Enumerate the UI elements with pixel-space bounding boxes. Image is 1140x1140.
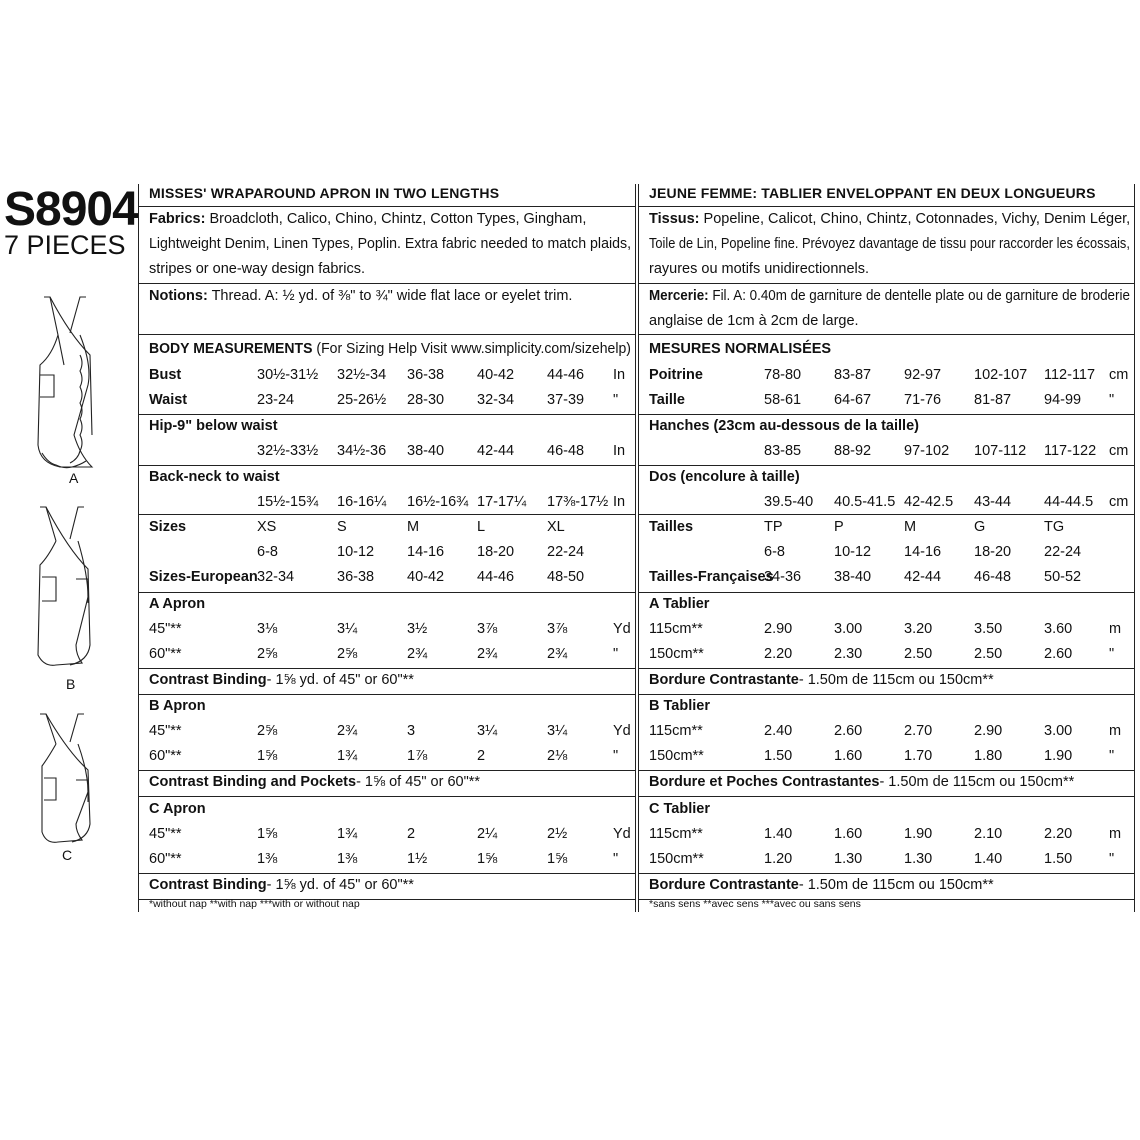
footnote: *sans sens **avec sens ***avec ou sans sens	[649, 898, 861, 910]
fabric-width-label: 45"**	[149, 621, 182, 637]
bust-row-value: 44-46	[547, 367, 585, 383]
view-c-narrow-row-value: 1⅝	[477, 851, 498, 867]
view-c-narrow-row-value: 1⅜	[337, 851, 358, 867]
divider	[639, 694, 1134, 695]
waist-row-value: 71-76	[904, 392, 942, 408]
view-b-narrow-row-unit: "	[613, 748, 619, 764]
back-neck-row-unit: In	[613, 494, 626, 510]
view-c-wide-row-value: 2.20	[1044, 826, 1073, 842]
divider	[639, 796, 1134, 797]
hip-label: Hanches (23cm au-dessous de la taille)	[649, 418, 919, 434]
hip-row-value: 46-48	[547, 443, 585, 459]
contrast-binding-line	[649, 672, 994, 688]
bust-row-value: 102-107	[974, 367, 1028, 383]
fabric-width-label: 60"**	[149, 748, 182, 764]
view-b-narrow-row-unit: "	[1109, 748, 1115, 764]
contrast-binding-label: Contrast Binding and Pockets	[149, 774, 357, 790]
view-c-wide-row-value: 1¾	[337, 826, 358, 842]
notions-text: Fil. A: 0.40m de garniture de dentelle plate ou de garniture de broderie	[712, 288, 1130, 304]
hip-row-value: 88-92	[834, 443, 872, 459]
view-b-narrow-row-value: 1.70	[904, 748, 933, 764]
hip-row-unit: In	[613, 443, 626, 459]
sizes-numeric-row-value: 22-24	[547, 544, 585, 560]
notions-label: Notions:	[149, 288, 208, 304]
sizes-numeric-row-value: 14-16	[904, 544, 942, 560]
view-c-narrow-row-value: 1⅜	[257, 851, 278, 867]
hip-row-value: 117-122	[1044, 443, 1097, 459]
view-a-narrow-row-value: 2.50	[904, 646, 933, 662]
sizes-row-value: M	[904, 519, 917, 535]
sizes-european-row-value: 40-42	[407, 569, 445, 585]
fabric-width-label: 115cm**	[649, 826, 703, 842]
view-c-narrow-row-value: 1.50	[1044, 851, 1073, 867]
hip-row-value: 107-112	[974, 443, 1027, 459]
bust-row-label: Bust	[149, 367, 182, 383]
notions-label: Mercerie:	[649, 288, 709, 304]
waist-row-value: 81-87	[974, 392, 1012, 408]
sizes-numeric-row-value: 10-12	[834, 544, 872, 560]
contrast-binding-line	[149, 672, 414, 688]
contrast-binding-text: - 1.50m de 115cm ou 150cm**	[798, 877, 994, 893]
divider	[139, 514, 635, 515]
hip-row-value: 38-40	[407, 443, 445, 459]
sizes-numeric-row-value: 18-20	[477, 544, 515, 560]
view-a-narrow-row-value: 2¾	[547, 646, 568, 662]
contrast-binding-line	[649, 877, 994, 893]
bust-row-value: 112-117	[1044, 367, 1096, 383]
bust-row-value: 40-42	[477, 367, 515, 383]
footnote: *without nap **with nap ***with or without nap	[149, 898, 360, 910]
fabric-width-label: 150cm**	[649, 646, 704, 662]
sizes-european-row-label: Sizes-European	[149, 569, 258, 585]
view-a-wide-row-value: 2.90	[764, 621, 793, 637]
fabrics-text: stripes or one-way design fabrics.	[149, 261, 365, 277]
view-b-narrow-row-value: 1.90	[1044, 748, 1073, 764]
view-b-narrow-row-value: 1¾	[337, 748, 358, 764]
bust-row-value: 30½-31½	[257, 367, 319, 383]
waist-row-value: 94-99	[1044, 392, 1082, 408]
divider	[639, 414, 1134, 415]
waist-row-value: 64-67	[834, 392, 872, 408]
figure-label-c: C	[62, 847, 73, 863]
sizes-numeric-row-value: 18-20	[974, 544, 1012, 560]
waist-row-label: Waist	[149, 392, 188, 408]
view-c-wide-row-value: 1.60	[834, 826, 863, 842]
view-c-narrow-row-value: 1.30	[834, 851, 863, 867]
view-b-wide-row-value: 2.40	[764, 723, 793, 739]
contrast-binding-line	[649, 774, 1074, 790]
notions-text: anglaise de 1cm à 2cm de large.	[649, 313, 859, 329]
view-a-wide-row-value: 3.00	[834, 621, 863, 637]
contrast-binding-label: Bordure Contrastante	[649, 877, 799, 893]
divider	[139, 465, 635, 466]
view-c-narrow-row-unit: "	[613, 851, 619, 867]
hip-row-value: 42-44	[477, 443, 515, 459]
back-neck-row-value: 16-16¼	[337, 494, 387, 510]
fabric-width-label: 115cm**	[649, 723, 703, 739]
hip-label: Hip-9" below waist	[149, 418, 278, 434]
view-b-narrow-row-value: 1⅝	[257, 748, 278, 764]
back-neck-row-value: 39.5-40	[764, 494, 814, 510]
view-a-wide-row-value: 3.20	[904, 621, 933, 637]
contrast-binding-label: Bordure et Poches Contrastantes	[649, 774, 880, 790]
sizes-european-row-value: 46-48	[974, 569, 1012, 585]
back-neck-row-value: 44-44.5	[1044, 494, 1094, 510]
view-b-wide-row-value: 2.60	[834, 723, 863, 739]
waist-row-value: 28-30	[407, 392, 445, 408]
sizes-european-row-value: 44-46	[477, 569, 515, 585]
divider	[639, 668, 1134, 669]
view-b-wide-row-value: 2¾	[337, 723, 358, 739]
divider	[639, 206, 1134, 207]
view-c-wide-row-value: 1.90	[904, 826, 933, 842]
sizes-numeric-row-value: 6-8	[257, 544, 278, 560]
view-b-narrow-row-value: 1.50	[764, 748, 793, 764]
waist-row-value: 32-34	[477, 392, 515, 408]
divider	[139, 283, 635, 284]
view-a-wide-row-value: 3.50	[974, 621, 1003, 637]
fabrics-text: Popeline, Calicot, Chino, Chintz, Cotonnades, Vichy, Denim Léger,	[703, 211, 1131, 227]
divider	[139, 873, 635, 874]
fabric-width-label: 150cm**	[649, 748, 704, 764]
notions-text: Thread. A: ½ yd. of ⅜" to ¾" wide flat lace or eyelet trim.	[211, 288, 573, 304]
divider	[139, 694, 635, 695]
back-neck-row-unit: cm	[1109, 494, 1129, 510]
view-c-label: C Tablier	[649, 801, 710, 817]
view-a-wide-row-value: 3.60	[1044, 621, 1073, 637]
view-c-wide-row-unit: m	[1109, 826, 1122, 842]
fabrics-text: Broadcloth, Calico, Chino, Chintz, Cotton Types, Gingham,	[209, 211, 587, 227]
view-b-wide-row-value: 3	[407, 723, 416, 739]
contrast-binding-label: Contrast Binding	[149, 672, 267, 688]
view-a-label: A Tablier	[649, 596, 710, 612]
fabric-width-label: 60"**	[149, 646, 182, 662]
sizes-european-row-value: 34-36	[764, 569, 802, 585]
sizes-row-value: G	[974, 519, 986, 535]
view-a-narrow-row-value: 2¾	[407, 646, 428, 662]
view-a-narrow-row-value: 2¾	[477, 646, 498, 662]
sizes-european-row-value: 42-44	[904, 569, 942, 585]
sizes-row-value: TP	[764, 519, 783, 535]
bust-row-unit: In	[613, 367, 626, 383]
apron-b-illustration	[26, 505, 106, 675]
pieces-count: 7 PIECES	[4, 230, 126, 260]
hip-row-value: 97-102	[904, 443, 950, 459]
waist-row-unit: "	[613, 392, 619, 408]
view-a-wide-row-value: 3½	[407, 621, 428, 637]
contrast-binding-line	[149, 774, 480, 790]
pattern-number: S8904	[4, 183, 138, 236]
view-b-wide-row-value: 2.90	[974, 723, 1003, 739]
view-b-wide-row-unit: m	[1109, 723, 1122, 739]
divider	[639, 514, 1134, 515]
view-b-narrow-row-value: 2	[477, 748, 486, 764]
view-a-narrow-row-value: 2.60	[1044, 646, 1073, 662]
contrast-binding-text: - 1⅝ of 45" or 60"**	[356, 774, 481, 790]
view-b-label: B Apron	[149, 698, 206, 714]
bust-row-value: 92-97	[904, 367, 942, 383]
sizes-row-value: M	[407, 519, 420, 535]
view-a-label: A Apron	[149, 596, 206, 612]
fabric-width-label: 150cm**	[649, 851, 704, 867]
view-a-wide-row-unit: m	[1109, 621, 1122, 637]
fabrics-text: Toile de Lin, Popeline fine. Prévoyez davantage de tissu pour raccorder les écossais,	[649, 236, 1130, 252]
sizes-european-row-value: 50-52	[1044, 569, 1082, 585]
body-measurements-label: BODY MEASUREMENTS	[149, 341, 313, 357]
apron-a-illustration	[30, 295, 110, 475]
figure-label-a: A	[69, 470, 79, 486]
divider	[139, 668, 635, 669]
english-column	[138, 184, 636, 912]
fabrics-text: Lightweight Denim, Linen Types, Poplin. Extra fabric needed to match plaids,	[149, 236, 632, 252]
sizes-european-row-value: 48-50	[547, 569, 585, 585]
fabric-width-label: 60"**	[149, 851, 182, 867]
bust-row-label: Poitrine	[649, 367, 703, 383]
bust-row-unit: cm	[1109, 367, 1129, 383]
view-a-narrow-row-unit: "	[613, 646, 619, 662]
divider	[139, 334, 635, 335]
view-c-narrow-row-value: 1.20	[764, 851, 793, 867]
hip-row-value: 32½-33½	[257, 443, 319, 459]
sizes-european-row-value: 38-40	[834, 569, 872, 585]
divider	[639, 873, 1134, 874]
divider	[139, 206, 635, 207]
divider	[139, 592, 635, 593]
divider	[139, 414, 635, 415]
back-neck-row-value: 15½-15¾	[257, 494, 319, 510]
divider	[639, 592, 1134, 593]
waist-row-label: Taille	[649, 392, 685, 408]
view-c-narrow-row-value: 1.40	[974, 851, 1003, 867]
fabrics-text: rayures ou motifs unidirectionnels.	[649, 261, 870, 277]
sizes-row-value: L	[477, 519, 486, 535]
sizes-european-row-value: 36-38	[337, 569, 375, 585]
view-c-narrow-row-unit: "	[1109, 851, 1115, 867]
title-english: MISSES' WRAPAROUND APRON IN TWO LENGTHS	[149, 185, 500, 201]
back-neck-row-value: 16½-16¾	[407, 494, 469, 510]
fabric-width-label: 115cm**	[649, 621, 703, 637]
divider	[639, 770, 1134, 771]
view-b-wide-row-value: 3¼	[547, 723, 568, 739]
back-neck-row-value: 17⅜-17½	[547, 494, 609, 510]
contrast-binding-text: - 1⅝ yd. of 45" or 60"**	[266, 877, 414, 893]
divider	[639, 283, 1134, 284]
view-c-narrow-row-value: 1.30	[904, 851, 933, 867]
fabric-width-label: 45"**	[149, 723, 182, 739]
sizes-european-row-value: 32-34	[257, 569, 295, 585]
view-a-narrow-row-unit: "	[1109, 646, 1115, 662]
contrast-binding-line	[149, 877, 414, 893]
view-a-narrow-row-value: 2⅝	[337, 646, 358, 662]
hip-row-value: 83-85	[764, 443, 802, 459]
sizes-row-label: Sizes	[149, 519, 187, 535]
view-b-narrow-row-value: 1.80	[974, 748, 1003, 764]
sizes-row-label: Tailles	[649, 519, 694, 535]
view-b-label: B Tablier	[649, 698, 710, 714]
view-a-narrow-row-value: 2.30	[834, 646, 863, 662]
view-a-narrow-row-value: 2⅝	[257, 646, 278, 662]
view-b-narrow-row-value: 1.60	[834, 748, 863, 764]
hip-row-value: 34½-36	[337, 443, 387, 459]
sizes-row-value: XL	[547, 519, 565, 535]
contrast-binding-label: Bordure Contrastante	[649, 672, 799, 688]
waist-row-value: 58-61	[764, 392, 802, 408]
view-c-narrow-row-value: 1½	[407, 851, 428, 867]
sizing-help-text: (For Sizing Help Visit www.simplicity.com/sizehelp)	[316, 341, 631, 357]
bust-row-value: 78-80	[764, 367, 802, 383]
back-neck-row-value: 42-42.5	[904, 494, 954, 510]
figure-label-b: B	[66, 676, 76, 692]
back-neck-row-value: 17-17¼	[477, 494, 527, 510]
sizes-row-value: P	[834, 519, 844, 535]
apron-c-illustration	[26, 712, 106, 852]
divider	[639, 465, 1134, 466]
view-a-wide-row-value: 3⅛	[257, 621, 278, 637]
body-measurements-label: MESURES NORMALISÉES	[649, 341, 832, 357]
sizes-european-row-label: Tailles-Françaises	[649, 569, 774, 585]
contrast-binding-label: Contrast Binding	[149, 877, 267, 893]
fabrics-label: Fabrics:	[149, 211, 206, 227]
view-a-narrow-row-value: 2.50	[974, 646, 1003, 662]
view-a-wide-row-value: 3⅞	[547, 621, 568, 637]
fabrics-label: Tissus:	[649, 211, 700, 227]
view-c-wide-row-value: 2	[407, 826, 416, 842]
view-c-wide-row-unit: Yd	[613, 826, 631, 842]
view-b-wide-row-value: 2.70	[904, 723, 933, 739]
title-french: JEUNE FEMME: TABLIER ENVELOPPANT EN DEUX LONGUEURS	[649, 185, 1096, 201]
bust-row-value: 32½-34	[337, 367, 387, 383]
bust-row-value: 36-38	[407, 367, 445, 383]
back-neck-row-value: 43-44	[974, 494, 1012, 510]
view-c-wide-row-value: 2½	[547, 826, 568, 842]
contrast-binding-text: - 1.50m de 115cm ou 150cm**	[879, 774, 1075, 790]
waist-row-value: 37-39	[547, 392, 585, 408]
divider	[639, 334, 1134, 335]
french-column	[638, 184, 1135, 912]
view-b-narrow-row-value: 1⅞	[407, 748, 428, 764]
sizes-numeric-row-value: 6-8	[764, 544, 785, 560]
view-a-wide-row-value: 3⅞	[477, 621, 498, 637]
back-neck-label: Dos (encolure à taille)	[649, 469, 800, 485]
sizes-numeric-row-value: 14-16	[407, 544, 445, 560]
contrast-binding-text: - 1.50m de 115cm ou 150cm**	[798, 672, 994, 688]
view-b-narrow-row-value: 2⅛	[547, 748, 568, 764]
back-neck-row-value: 40.5-41.5	[834, 494, 896, 510]
contrast-binding-text: - 1⅝ yd. of 45" or 60"**	[266, 672, 414, 688]
sizes-row-value: TG	[1044, 519, 1065, 535]
view-c-wide-row-value: 2¼	[477, 826, 498, 842]
back-neck-label: Back-neck to waist	[149, 469, 280, 485]
view-a-narrow-row-value: 2.20	[764, 646, 793, 662]
view-b-wide-row-unit: Yd	[613, 723, 631, 739]
bust-row-value: 83-87	[834, 367, 872, 383]
divider	[139, 770, 635, 771]
view-a-wide-row-value: 3¼	[337, 621, 358, 637]
view-c-label: C Apron	[149, 801, 206, 817]
view-b-wide-row-value: 3.00	[1044, 723, 1073, 739]
view-a-wide-row-unit: Yd	[613, 621, 631, 637]
waist-row-value: 25-26½	[337, 392, 387, 408]
view-c-wide-row-value: 2.10	[974, 826, 1003, 842]
sizes-row-value: S	[337, 519, 347, 535]
view-c-narrow-row-value: 1⅝	[547, 851, 568, 867]
sizes-row-value: XS	[257, 519, 277, 535]
waist-row-unit: "	[1109, 392, 1115, 408]
view-c-wide-row-value: 1⅝	[257, 826, 278, 842]
view-b-wide-row-value: 2⅝	[257, 723, 278, 739]
sizes-numeric-row-value: 10-12	[337, 544, 375, 560]
view-c-wide-row-value: 1.40	[764, 826, 793, 842]
sizes-numeric-row-value: 22-24	[1044, 544, 1082, 560]
waist-row-value: 23-24	[257, 392, 295, 408]
hip-row-unit: cm	[1109, 443, 1129, 459]
divider	[139, 796, 635, 797]
view-b-wide-row-value: 3¼	[477, 723, 498, 739]
fabric-width-label: 45"**	[149, 826, 182, 842]
